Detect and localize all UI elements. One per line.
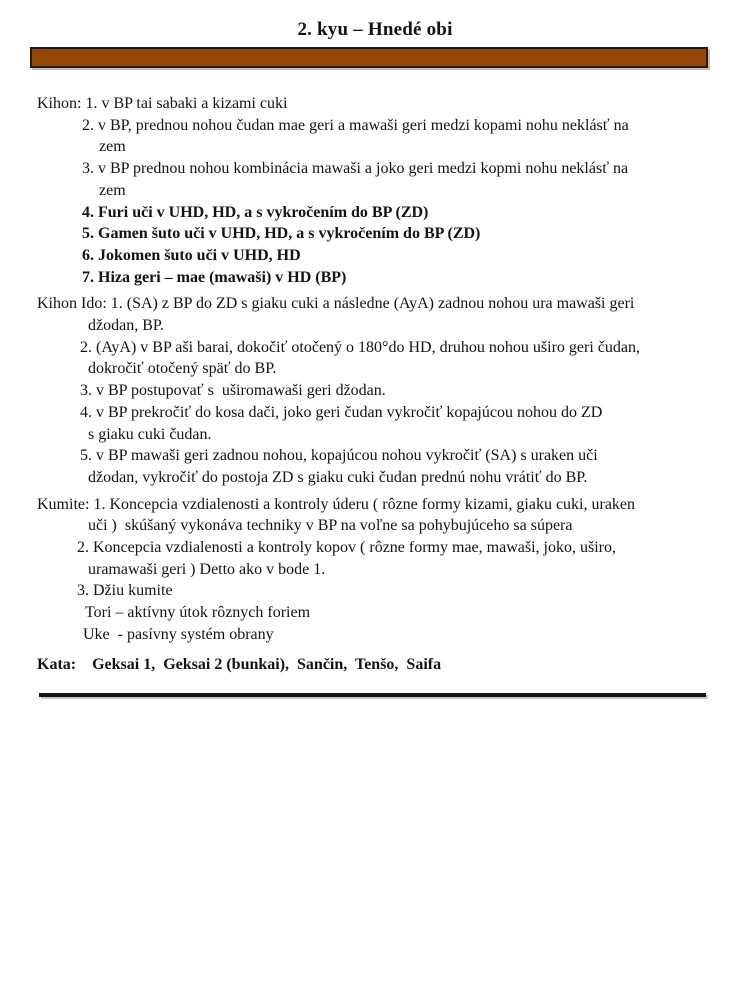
brown-belt-bar: [30, 47, 708, 68]
kihon-ido-item-4: 4. v BP prekročiť do kosa dači, joko geri čudan vykročiť kopajúcou nohou do ZD: [80, 403, 603, 421]
kihon-item-7: 7. Hiza geri – mae (mawaši) v HD (BP): [82, 268, 347, 286]
page-title: 2. kyu – Hnedé obi: [297, 19, 453, 40]
kihon-ido-item-5: 5. v BP mawaši geri zadnou nohou, kopajúcou nohou vykročiť (SA) s uraken uči: [80, 447, 598, 465]
document-body: [0, 93, 750, 675]
kumite-uke-line: Uke - pasívny systém obrany: [83, 625, 274, 643]
kihon-item-2-cont: zem: [99, 138, 126, 156]
kumite-heading-item-1: Kumite: 1. Koncepcia vzdialenosti a kontroly úderu ( rôzne formy kizami, giaku cuki, uraken: [37, 495, 636, 513]
kata-line: Kata: Geksai 1, Geksai 2 (bunkai), Sančin, Tenšo, Saifa: [37, 655, 442, 673]
section-kumite: [37, 494, 726, 646]
kihon-ido-item-4-cont: s giaku cuki čudan.: [88, 425, 212, 443]
section-kihon-ido: [37, 293, 726, 488]
kumite-item-3: 3. Džiu kumite: [77, 582, 173, 600]
kumite-item-2: 2. Koncepcia vzdialenosti a kontroly kopov ( rôzne formy mae, mawaši, joko, uširo,: [77, 539, 616, 557]
kihon-heading-item-1: Kihon: 1. v BP tai sabaki a kizami cuki: [37, 95, 288, 112]
kihon-ido-item-1-cont: džodan, BP.: [88, 317, 164, 335]
kihon-item-3-cont: zem: [99, 181, 126, 199]
kumite-item-2-cont: uramawaši geri ) Detto ako v bode 1.: [88, 560, 326, 578]
kihon-item-4: 4. Furi uči v UHD, HD, a s vykročením do BP (ZD): [82, 203, 429, 221]
section-kihon: [37, 93, 726, 288]
kumite-item-1-cont: uči ) skúšaný vykonáva techniky v BP na voľne sa pohybujúceho sa súpera: [88, 517, 573, 535]
kihon-ido-item-2-cont: dokročiť otočený späť do BP.: [88, 360, 277, 378]
kumite-tori-line: Tori – aktívny útok rôznych foriem: [85, 604, 311, 622]
end-rule: [39, 693, 706, 697]
kihon-ido-item-5-cont: džodan, vykročiť do postoja ZD s giaku cuki čudan prednú nohu vrátiť do BP.: [88, 468, 588, 486]
kihon-item-5: 5. Gamen šuto uči v UHD, HD, a s vykročením do BP (ZD): [82, 225, 481, 243]
kihon-ido-heading-item-1: Kihon Ido: 1. (SA) z BP do ZD s giaku cuki a následne (AyA) zadnou nohou ura mawaši geri: [37, 295, 635, 313]
kihon-ido-item-2: 2. (AyA) v BP aši barai, dokočiť otočený o 180°do HD, druhou nohou uširo geri čudan,: [80, 338, 640, 356]
kihon-item-3: 3. v BP prednou nohou kombinácia mawaši a joko geri medzi kopmi nohu neklásť na: [82, 160, 629, 178]
kihon-item-2: 2. v BP, prednou nohou čudan mae geri a mawaši geri medzi kopami nohu neklásť na: [82, 116, 629, 134]
kihon-ido-item-3: 3. v BP postupovať s uširomawaši geri džodan.: [80, 382, 386, 400]
kihon-item-6: 6. Jokomen šuto uči v UHD, HD: [82, 246, 301, 264]
